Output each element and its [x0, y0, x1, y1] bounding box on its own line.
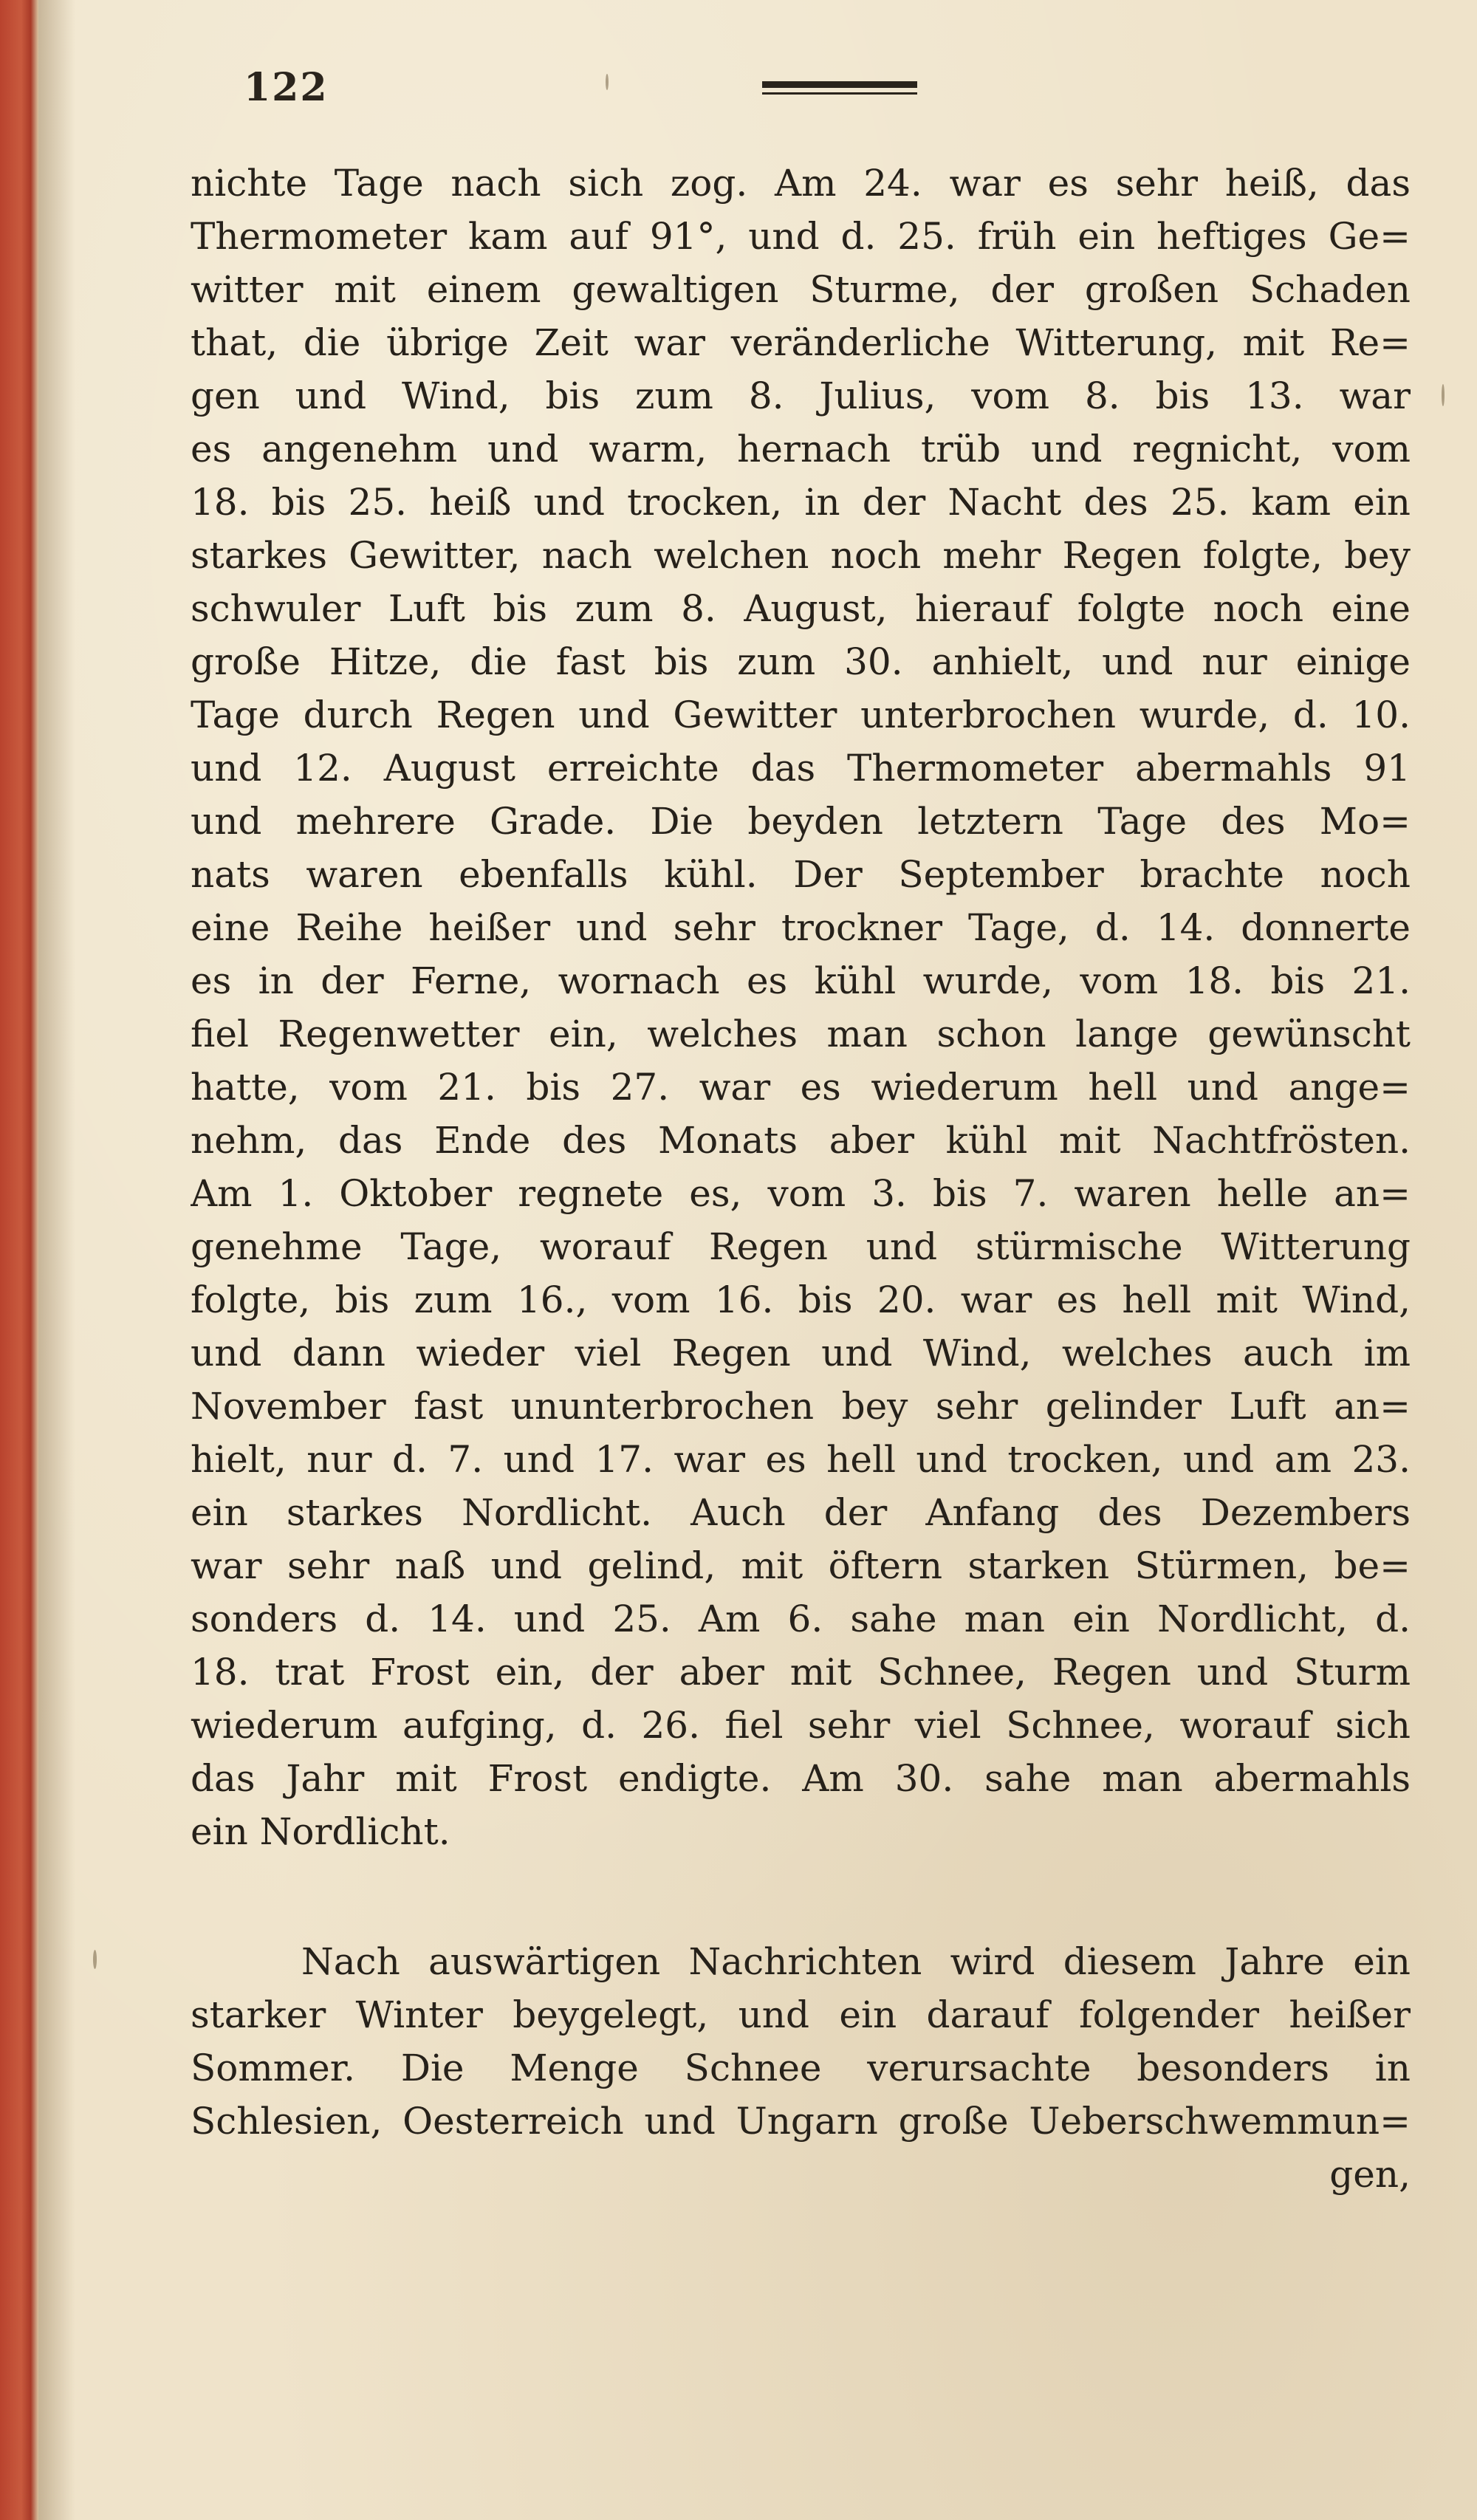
text-line: es in der Ferne, wornach es kühl wurde, vom 18. bis 21. [191, 959, 1411, 1002]
paper-blemish [606, 74, 609, 90]
red-page-edge [0, 0, 38, 2520]
header-rule-thick [762, 81, 917, 88]
text-line: eine Reihe heißer und sehr trockner Tage, d. 14. donnerte [191, 906, 1411, 949]
catchword: gen, [1329, 2153, 1411, 2196]
text-line: wiederum aufging, d. 26. fiel sehr viel Schnee, worauf sich [191, 1704, 1411, 1747]
text-line: hielt, nur d. 7. und 17. war es hell und trocken, und am 23. [191, 1438, 1411, 1481]
text-line: Tage durch Regen und Gewitter unterbrochen wurde, d. 10. [191, 694, 1411, 736]
text-line: gen und Wind, bis zum 8. Julius, vom 8. bis 13. war [191, 374, 1411, 417]
text-line: Sommer. Die Menge Schnee verursachte besonders in [191, 2047, 1411, 2089]
text-line: Am 1. Oktober regnete es, vom 3. bis 7. waren helle an= [191, 1172, 1411, 1215]
text-line: November fast ununterbrochen bey sehr gelinder Luft an= [191, 1385, 1411, 1428]
text-line: folgte, bis zum 16., vom 16. bis 20. war es hell mit Wind, [191, 1278, 1411, 1321]
header-rule-thin [762, 92, 917, 95]
text-line: ein starkes Nordlicht. Auch der Anfang des Dezembers [191, 1491, 1411, 1534]
text-line: sonders d. 14. und 25. Am 6. sahe man ein Nordlicht, d. [191, 1598, 1411, 1640]
text-line: schwuler Luft bis zum 8. August, hierauf folgte noch eine [191, 587, 1411, 630]
text-line: 18. bis 25. heiß und trocken, in der Nacht des 25. kam ein [191, 481, 1411, 524]
paper-blemish [93, 1950, 97, 1969]
text-line: Schlesien, Oesterreich und Ungarn große Ueberschwemmun= [191, 2100, 1411, 2143]
text-line: Thermometer kam auf 91°, und d. 25. früh ein heftiges Ge= [191, 215, 1411, 258]
paragraph-foreign-reports [191, 1935, 1411, 2201]
text-line: nichte Tage nach sich zog. Am 24. war es sehr heiß, das [191, 162, 1411, 205]
header-ornament-rule [762, 81, 917, 97]
text-line: ein Nordlicht. [191, 1810, 450, 1853]
text-line: fiel Regenwetter ein, welches man schon lange gewünscht [191, 1013, 1411, 1055]
text-line: und dann wieder viel Regen und Wind, welches auch im [191, 1332, 1411, 1374]
text-line: nehm, das Ende des Monats aber kühl mit Nachtfrösten. [191, 1119, 1411, 1162]
text-line: hatte, vom 21. bis 27. war es wiederum hell und ange= [191, 1066, 1411, 1109]
text-line: witter mit einem gewaltigen Sturme, der großen Schaden [191, 268, 1411, 311]
paper-blemish [1442, 384, 1445, 406]
text-line: that, die übrige Zeit war veränderliche Witterung, mit Re= [191, 321, 1411, 364]
text-line: nats waren ebenfalls kühl. Der September brachte noch [191, 853, 1411, 896]
paragraph-weather-chronicle [191, 157, 1411, 1858]
text-line: starkes Gewitter, nach welchen noch mehr Regen folgte, bey [191, 534, 1411, 577]
text-line: und mehrere Grade. Die beyden letztern Tage des Mo= [191, 800, 1411, 843]
text-line: das Jahr mit Frost endigte. Am 30. sahe man abermahls [191, 1757, 1411, 1800]
gutter-shadow [38, 0, 75, 2520]
text-line: war sehr naß und gelind, mit öftern starken Stürmen, be= [191, 1544, 1411, 1587]
text-line: große Hitze, die fast bis zum 30. anhielt, und nur einige [191, 640, 1411, 683]
page-number: 122 [244, 65, 329, 110]
text-line: genehme Tage, worauf Regen und stürmische Witterung [191, 1225, 1411, 1268]
text-line: starker Winter beygelegt, und ein darauf folgender heißer [191, 1993, 1411, 2036]
text-line: es angenehm und warm, hernach trüb und regnicht, vom [191, 428, 1411, 470]
text-line: 18. trat Frost ein, der aber mit Schnee, Regen und Sturm [191, 1651, 1411, 1694]
text-line: und 12. August erreichte das Thermometer abermahls 91 [191, 747, 1411, 790]
text-line: Nach auswärtigen Nachrichten wird diesem Jahre ein [301, 1940, 1411, 1983]
